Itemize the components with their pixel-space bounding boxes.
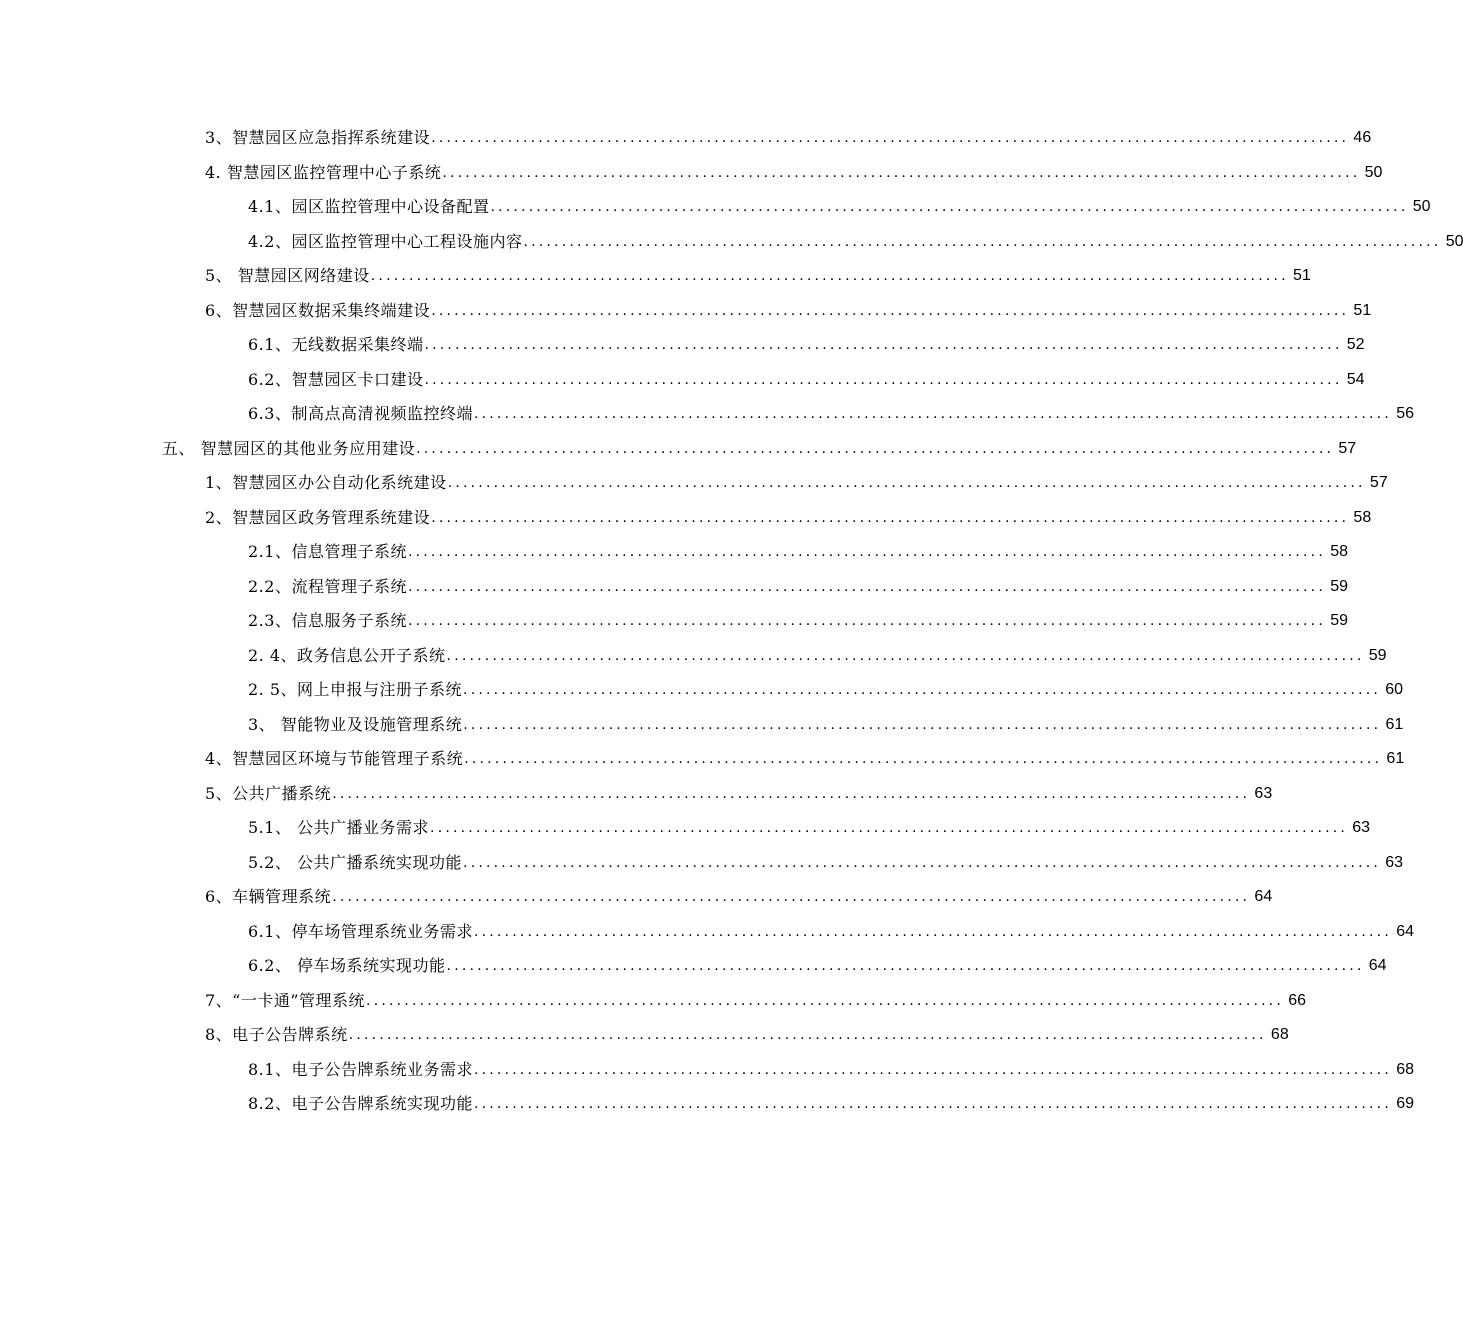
- toc-entry-title: 6、智慧园区数据采集终端建设: [205, 300, 431, 320]
- toc-dot-leader: ........................................................................................................................: [348, 1027, 1267, 1044]
- toc-dot-leader: ........................................................................................................................: [332, 889, 1251, 906]
- toc-page-number: 46: [1353, 129, 1372, 147]
- toc-entry[interactable]: [0, 949, 1387, 984]
- toc-entry-title: 6、车辆管理系统: [205, 887, 332, 907]
- toc-entry-title: 6.1、停车场管理系统业务需求: [248, 921, 473, 941]
- toc-page-number: 63: [1352, 819, 1371, 837]
- toc-entry[interactable]: [0, 397, 1414, 432]
- toc-page-number: 50: [1364, 163, 1383, 181]
- toc-page-number: 50: [1412, 198, 1431, 216]
- toc-entry[interactable]: [0, 604, 1348, 639]
- toc-entry[interactable]: [0, 156, 1383, 191]
- toc-dot-leader: ........................................................................................................................: [416, 440, 1335, 457]
- toc-page-number: 68: [1270, 1026, 1289, 1044]
- toc-entry[interactable]: [0, 259, 1311, 294]
- toc-entry-title: 4.1、园区监控管理中心设备配置: [248, 197, 490, 217]
- toc-page-number: 58: [1353, 508, 1372, 526]
- toc-entry-title: 8.1、电子公告牌系统业务需求: [248, 1059, 473, 1079]
- toc-entry[interactable]: [0, 984, 1307, 1019]
- toc-page-number: 52: [1346, 336, 1365, 354]
- toc-page-number: 68: [1396, 1060, 1414, 1078]
- toc-entry[interactable]: [0, 1053, 1414, 1088]
- toc-page-number: 51: [1353, 301, 1372, 319]
- toc-entry[interactable]: [0, 121, 1372, 156]
- toc-entry-title: 4、智慧园区环境与节能管理子系统: [205, 749, 464, 769]
- toc-dot-leader: ........................................................................................................................: [464, 751, 1383, 768]
- toc-entry[interactable]: [0, 570, 1348, 605]
- toc-dot-leader: ........................................................................................................................: [446, 647, 1365, 664]
- toc-entry-title: 4.2、园区监控管理中心工程设施内容: [248, 231, 523, 251]
- toc-page-number: 58: [1330, 543, 1348, 561]
- toc-page-number: 57: [1338, 439, 1357, 457]
- toc-entry[interactable]: [0, 328, 1365, 363]
- toc-entry[interactable]: [0, 915, 1414, 950]
- toc-dot-leader: ........................................................................................................................: [407, 613, 1326, 630]
- toc-page-number: 64: [1368, 957, 1387, 975]
- toc-entry-title: 3、 智能物业及设施管理系统: [248, 714, 463, 734]
- toc-entry-title: 6.2、 停车场系统实现功能: [248, 956, 446, 976]
- toc-entry[interactable]: [0, 777, 1273, 812]
- toc-entry-title: 5、公共广播系统: [205, 783, 332, 803]
- toc-page-number: 64: [1396, 922, 1414, 940]
- toc-dot-leader: ........................................................................................................................: [366, 992, 1285, 1009]
- toc-entry[interactable]: [0, 432, 1357, 467]
- toc-dot-leader: ........................................................................................................................: [442, 164, 1361, 181]
- toc-entry-title: 2. 4、政务信息公开子系统: [248, 645, 446, 665]
- toc-entry-title: 6.1、无线数据采集终端: [248, 335, 424, 355]
- toc-dot-leader: ........................................................................................................................: [446, 958, 1365, 975]
- toc-entry[interactable]: [0, 363, 1365, 398]
- toc-entry[interactable]: [0, 846, 1404, 881]
- toc-entry[interactable]: [0, 1087, 1414, 1122]
- toc-dot-leader: ........................................................................................................................: [332, 785, 1251, 802]
- toc-dot-leader: ........................................................................................................................: [490, 199, 1409, 216]
- toc-entry[interactable]: [0, 639, 1387, 674]
- toc-entry-title: 4. 智慧园区监控管理中心子系统: [205, 162, 442, 182]
- toc-page-number: 57: [1369, 474, 1388, 492]
- toc-entry-title: 五、 智慧园区的其他业务应用建设: [162, 438, 416, 458]
- toc-entry[interactable]: [0, 294, 1372, 329]
- toc-page-number: 60: [1385, 681, 1404, 699]
- toc-dot-leader: ........................................................................................................................: [407, 544, 1326, 561]
- toc-page-number: 63: [1254, 784, 1273, 802]
- toc-entry-title: 2、智慧园区政务管理系统建设: [205, 507, 431, 527]
- toc-entry[interactable]: [0, 535, 1348, 570]
- toc-entry[interactable]: [0, 466, 1388, 501]
- toc-entry-title: 5.2、 公共广播系统实现功能: [248, 852, 463, 872]
- toc-entry-title: 5、 智慧园区网络建设: [205, 266, 370, 286]
- toc-entry-title: 8、电子公告牌系统: [205, 1025, 348, 1045]
- toc-page-number: 69: [1396, 1095, 1414, 1113]
- toc-page-number: 56: [1396, 405, 1414, 423]
- toc-dot-leader: ........................................................................................................................: [431, 130, 1350, 147]
- toc-entry-title: 6.2、智慧园区卡口建设: [248, 369, 424, 389]
- toc-entry-title: 7、“一卡通”管理系统: [205, 990, 366, 1010]
- toc-dot-leader: ........................................................................................................................: [370, 268, 1289, 285]
- toc-page-number: 50: [1445, 232, 1463, 250]
- toc-page-number: 61: [1385, 715, 1404, 733]
- toc-entry-title: 6.3、制高点高清视频监控终端: [248, 404, 473, 424]
- toc-entry-title: 5.1、 公共广播业务需求: [248, 818, 430, 838]
- toc-entry-title: 2.3、信息服务子系统: [248, 611, 407, 631]
- toc-page-number: 59: [1368, 646, 1387, 664]
- toc-dot-leader: ........................................................................................................................: [430, 820, 1349, 837]
- toc-dot-leader: ........................................................................................................................: [463, 854, 1382, 871]
- toc-entry[interactable]: [0, 190, 1431, 225]
- toc-page-number: 63: [1385, 853, 1404, 871]
- toc-entry-title: 2.2、流程管理子系统: [248, 576, 407, 596]
- toc-page-number: 54: [1346, 370, 1365, 388]
- toc-dot-leader: ........................................................................................................................: [473, 1061, 1392, 1078]
- toc-page-number: 66: [1288, 991, 1307, 1009]
- toc-entry[interactable]: [0, 708, 1404, 743]
- table-of-contents: [0, 121, 1463, 1122]
- toc-dot-leader: ........................................................................................................................: [463, 716, 1382, 733]
- toc-page-number: 59: [1330, 612, 1348, 630]
- toc-entry[interactable]: [0, 811, 1371, 846]
- toc-dot-leader: ........................................................................................................................: [523, 233, 1442, 250]
- toc-entry[interactable]: [0, 225, 1463, 260]
- toc-dot-leader: ........................................................................................................................: [463, 682, 1382, 699]
- toc-dot-leader: ........................................................................................................................: [407, 578, 1326, 595]
- toc-dot-leader: ........................................................................................................................: [431, 509, 1350, 526]
- toc-page-number: 51: [1293, 267, 1311, 285]
- toc-entry-title: 3、智慧园区应急指挥系统建设: [205, 128, 431, 148]
- toc-entry-title: 1、智慧园区办公自动化系统建设: [205, 473, 447, 493]
- toc-entry[interactable]: [0, 880, 1273, 915]
- toc-entry[interactable]: [0, 742, 1405, 777]
- toc-entry[interactable]: [0, 501, 1372, 536]
- toc-dot-leader: ........................................................................................................................: [424, 337, 1343, 354]
- toc-dot-leader: ........................................................................................................................: [473, 923, 1392, 940]
- toc-entry-title: 2. 5、网上申报与注册子系统: [248, 680, 463, 700]
- toc-entry[interactable]: [0, 1018, 1289, 1053]
- toc-page-number: 64: [1254, 888, 1273, 906]
- toc-entry-title: 8.2、电子公告牌系统实现功能: [248, 1094, 473, 1114]
- toc-dot-leader: ........................................................................................................................: [424, 371, 1343, 388]
- toc-dot-leader: ........................................................................................................................: [431, 302, 1350, 319]
- toc-entry-title: 2.1、信息管理子系统: [248, 542, 407, 562]
- toc-page-number: 61: [1386, 750, 1405, 768]
- toc-dot-leader: ........................................................................................................................: [473, 406, 1392, 423]
- toc-page-number: 59: [1330, 577, 1348, 595]
- toc-entry[interactable]: [0, 673, 1404, 708]
- toc-dot-leader: ........................................................................................................................: [447, 475, 1366, 492]
- toc-dot-leader: ........................................................................................................................: [473, 1096, 1392, 1113]
